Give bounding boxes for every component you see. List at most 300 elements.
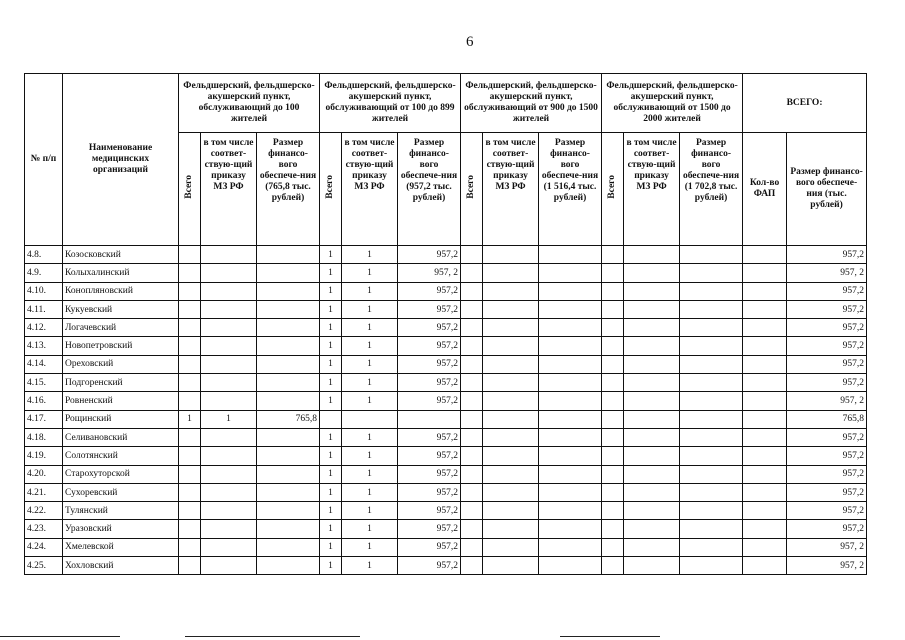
table-row	[25, 447, 867, 465]
table-row	[25, 355, 867, 373]
cell-g1-vsego	[179, 300, 201, 318]
cell-g4-size	[680, 264, 743, 282]
cell-g3-vsego	[461, 465, 483, 483]
total-size-header: Размер финансо-вого обеспече-ния (тыс. рублей)	[787, 133, 867, 246]
v-tom-header: в том числе соответ-ствую-щий приказу МЗ РФ	[342, 133, 398, 246]
cell-g1-vsego	[179, 538, 201, 556]
vsego-label: Всего	[607, 175, 618, 199]
cell-g1-size	[257, 392, 320, 410]
cell-g2-size: 957,2	[398, 428, 461, 446]
cell-name: Селивановский	[63, 428, 179, 446]
cell-g4-v-tom	[624, 520, 680, 538]
name-header: Наименование медицинских организаций	[63, 74, 179, 246]
cell-total-count	[743, 428, 787, 446]
cell-g1-v-tom	[201, 502, 257, 520]
cell-name: Рощинский	[63, 410, 179, 428]
cell-g4-v-tom	[624, 557, 680, 575]
cell-g4-vsego	[602, 319, 624, 337]
cell-g2-v-tom: 1	[342, 447, 398, 465]
cell-total-count	[743, 264, 787, 282]
cell-g3-vsego	[461, 502, 483, 520]
table-row	[25, 319, 867, 337]
cell-num: 4.24.	[25, 538, 63, 556]
size-header: Размер финансо-вого обеспече-ния (1 516,4 тыс. рублей)	[539, 133, 602, 246]
cell-g1-size	[257, 483, 320, 501]
vsego-header	[179, 133, 201, 246]
cell-total-count	[743, 246, 787, 264]
cell-name: Хмелевской	[63, 538, 179, 556]
cell-g1-vsego	[179, 557, 201, 575]
vsego-header	[320, 133, 342, 246]
cell-g2-vsego: 1	[320, 282, 342, 300]
cell-num: 4.18.	[25, 428, 63, 446]
cell-name: Хохловский	[63, 557, 179, 575]
cell-total-count	[743, 355, 787, 373]
cell-g1-v-tom	[201, 520, 257, 538]
cell-total-count	[743, 447, 787, 465]
cell-g3-size	[539, 483, 602, 501]
cell-g4-vsego	[602, 374, 624, 392]
cell-g4-size	[680, 355, 743, 373]
cell-total-count	[743, 483, 787, 501]
v-tom-header: в том числе соответ-ствую-щий приказу МЗ РФ	[201, 133, 257, 246]
cell-g1-vsego	[179, 392, 201, 410]
cell-name: Логачевский	[63, 319, 179, 337]
cell-g3-v-tom	[483, 355, 539, 373]
cell-g4-vsego	[602, 282, 624, 300]
total-count-header: Кол-во ФАП	[743, 133, 787, 246]
cell-g2-size: 957,2	[398, 557, 461, 575]
cell-g2-vsego: 1	[320, 538, 342, 556]
cell-g3-vsego	[461, 538, 483, 556]
cell-g3-size	[539, 355, 602, 373]
cell-g4-size	[680, 465, 743, 483]
cell-g1-v-tom	[201, 282, 257, 300]
table-row	[25, 428, 867, 446]
cell-num: 4.12.	[25, 319, 63, 337]
cell-g2-vsego: 1	[320, 465, 342, 483]
cell-name: Конопляновский	[63, 282, 179, 300]
cell-g2-v-tom: 1	[342, 520, 398, 538]
cell-num: 4.19.	[25, 447, 63, 465]
cell-g1-size	[257, 447, 320, 465]
cell-g4-size	[680, 520, 743, 538]
cell-g4-vsego	[602, 264, 624, 282]
cell-g3-size	[539, 392, 602, 410]
cell-g2-v-tom	[342, 410, 398, 428]
cell-g3-vsego	[461, 447, 483, 465]
table-body	[25, 246, 867, 575]
cell-g3-v-tom	[483, 465, 539, 483]
cell-g1-v-tom	[201, 447, 257, 465]
scan-edge-line	[0, 636, 120, 637]
cell-g2-size: 957,2	[398, 374, 461, 392]
size-header: Размер финансо-вого обеспече-ния (765,8 тыс. рублей)	[257, 133, 320, 246]
total-header: ВСЕГО:	[743, 74, 867, 133]
cell-g3-size	[539, 410, 602, 428]
cell-num: 4.15.	[25, 374, 63, 392]
cell-g1-vsego	[179, 374, 201, 392]
cell-g3-size	[539, 447, 602, 465]
cell-g4-size	[680, 538, 743, 556]
cell-g2-v-tom: 1	[342, 300, 398, 318]
cell-g3-v-tom	[483, 520, 539, 538]
cell-g3-vsego	[461, 355, 483, 373]
cell-total-size: 957,2	[787, 337, 867, 355]
cell-g2-size: 957,2	[398, 246, 461, 264]
cell-g1-vsego	[179, 282, 201, 300]
cell-name: Кукуевский	[63, 300, 179, 318]
cell-g3-vsego	[461, 337, 483, 355]
cell-g2-v-tom: 1	[342, 355, 398, 373]
cell-name: Колыхалинский	[63, 264, 179, 282]
cell-g3-v-tom	[483, 410, 539, 428]
cell-g1-vsego	[179, 355, 201, 373]
table-row	[25, 538, 867, 556]
cell-g2-size: 957,2	[398, 282, 461, 300]
cell-total-size: 957, 2	[787, 392, 867, 410]
cell-g3-v-tom	[483, 282, 539, 300]
cell-g3-v-tom	[483, 264, 539, 282]
cell-g1-size	[257, 502, 320, 520]
cell-total-size: 957, 2	[787, 557, 867, 575]
cell-g1-vsego: 1	[179, 410, 201, 428]
cell-total-size: 957,2	[787, 447, 867, 465]
cell-g2-vsego: 1	[320, 502, 342, 520]
cell-num: 4.16.	[25, 392, 63, 410]
cell-g1-size	[257, 465, 320, 483]
cell-g4-size	[680, 282, 743, 300]
cell-g4-size	[680, 374, 743, 392]
cell-name: Подгоренский	[63, 374, 179, 392]
cell-g4-v-tom	[624, 319, 680, 337]
cell-g4-vsego	[602, 483, 624, 501]
cell-g1-vsego	[179, 319, 201, 337]
cell-num: 4.17.	[25, 410, 63, 428]
cell-g4-v-tom	[624, 465, 680, 483]
cell-g1-v-tom	[201, 374, 257, 392]
cell-g3-v-tom	[483, 483, 539, 501]
table-row	[25, 282, 867, 300]
vsego-label: Всего	[184, 175, 194, 199]
table-row	[25, 465, 867, 483]
cell-total-count	[743, 502, 787, 520]
cell-g4-v-tom	[624, 502, 680, 520]
cell-g4-v-tom	[624, 410, 680, 428]
cell-g4-v-tom	[624, 538, 680, 556]
cell-g1-vsego	[179, 483, 201, 501]
cell-g4-v-tom	[624, 447, 680, 465]
cell-g1-size	[257, 428, 320, 446]
cell-g3-v-tom	[483, 557, 539, 575]
cell-g3-size	[539, 300, 602, 318]
cell-g3-size	[539, 520, 602, 538]
cell-g4-size	[680, 557, 743, 575]
page-number: 6	[466, 34, 474, 50]
cell-g4-size	[680, 246, 743, 264]
cell-g4-v-tom	[624, 483, 680, 501]
cell-g2-vsego: 1	[320, 557, 342, 575]
cell-g2-size: 957,2	[398, 538, 461, 556]
cell-name: Ореховский	[63, 355, 179, 373]
cell-g1-v-tom	[201, 319, 257, 337]
cell-g3-vsego	[461, 319, 483, 337]
num-header: № п/п	[25, 74, 63, 246]
cell-g2-v-tom: 1	[342, 392, 398, 410]
cell-g1-v-tom: 1	[201, 410, 257, 428]
cell-g1-size	[257, 264, 320, 282]
cell-g1-v-tom	[201, 465, 257, 483]
cell-g4-v-tom	[624, 355, 680, 373]
cell-g3-vsego	[461, 300, 483, 318]
cell-g4-size	[680, 319, 743, 337]
cell-g3-vsego	[461, 557, 483, 575]
cell-g3-v-tom	[483, 337, 539, 355]
cell-g3-v-tom	[483, 428, 539, 446]
cell-g3-vsego	[461, 410, 483, 428]
cell-g2-v-tom: 1	[342, 246, 398, 264]
cell-g1-size	[257, 282, 320, 300]
cell-total-size: 957,2	[787, 374, 867, 392]
cell-g4-v-tom	[624, 392, 680, 410]
cell-g4-v-tom	[624, 300, 680, 318]
cell-g2-size: 957,2	[398, 447, 461, 465]
cell-g4-size	[680, 447, 743, 465]
cell-g3-v-tom	[483, 392, 539, 410]
cell-g2-size	[398, 410, 461, 428]
v-tom-header: в том числе соответ-ствую-щий приказу МЗ РФ	[624, 133, 680, 246]
cell-total-count	[743, 465, 787, 483]
cell-g1-size	[257, 319, 320, 337]
cell-g1-vsego	[179, 520, 201, 538]
cell-g4-vsego	[602, 337, 624, 355]
cell-g2-v-tom: 1	[342, 264, 398, 282]
cell-g2-v-tom: 1	[342, 465, 398, 483]
cell-g2-v-tom: 1	[342, 282, 398, 300]
cell-total-size: 957,2	[787, 465, 867, 483]
cell-g3-vsego	[461, 428, 483, 446]
cell-g2-v-tom: 1	[342, 502, 398, 520]
cell-total-count	[743, 282, 787, 300]
cell-total-count	[743, 520, 787, 538]
cell-g3-vsego	[461, 282, 483, 300]
vsego-label: Всего	[466, 175, 477, 199]
cell-total-size: 957, 2	[787, 538, 867, 556]
group-header-2: Фельдшерский, фельдшерско-акушерский пункт, обслуживающий от 100 до 899 жителей	[320, 74, 461, 133]
size-header: Размер финансо-вого обеспече-ния (957,2 тыс. рублей)	[398, 133, 461, 246]
cell-g2-size: 957,2	[398, 337, 461, 355]
cell-g1-v-tom	[201, 428, 257, 446]
cell-g4-v-tom	[624, 264, 680, 282]
cell-name: Солотянский	[63, 447, 179, 465]
vsego-label: Всего	[325, 175, 335, 199]
cell-g1-vsego	[179, 447, 201, 465]
cell-g3-size	[539, 538, 602, 556]
size-header: Размер финансо-вого обеспече-ния (1 702,8 тыс. рублей)	[680, 133, 743, 246]
cell-g1-v-tom	[201, 337, 257, 355]
cell-g4-vsego	[602, 538, 624, 556]
cell-g4-vsego	[602, 520, 624, 538]
cell-g2-v-tom: 1	[342, 374, 398, 392]
cell-g4-v-tom	[624, 428, 680, 446]
cell-g4-size	[680, 428, 743, 446]
table-row	[25, 374, 867, 392]
cell-total-size: 957,2	[787, 300, 867, 318]
cell-g2-size: 957,2	[398, 465, 461, 483]
cell-num: 4.22.	[25, 502, 63, 520]
cell-g1-vsego	[179, 337, 201, 355]
cell-name: Новопетровский	[63, 337, 179, 355]
cell-g2-v-tom: 1	[342, 428, 398, 446]
cell-g2-v-tom: 1	[342, 483, 398, 501]
cell-g1-v-tom	[201, 300, 257, 318]
cell-g4-vsego	[602, 447, 624, 465]
cell-g3-vsego	[461, 392, 483, 410]
cell-g2-vsego	[320, 410, 342, 428]
table-row	[25, 264, 867, 282]
cell-g2-vsego: 1	[320, 520, 342, 538]
cell-g2-vsego: 1	[320, 447, 342, 465]
cell-g4-vsego	[602, 410, 624, 428]
cell-g2-size: 957,2	[398, 483, 461, 501]
cell-total-size: 957,2	[787, 282, 867, 300]
group-header-4: Фельдшерский, фельдшерско-акушерский пункт, обслуживающий от 1500 до 2000 жителей	[602, 74, 743, 133]
scan-edge-line	[560, 636, 660, 637]
cell-g3-size	[539, 428, 602, 446]
cell-total-size: 957,2	[787, 246, 867, 264]
cell-g2-vsego: 1	[320, 392, 342, 410]
cell-g4-v-tom	[624, 374, 680, 392]
cell-g2-size: 957,2	[398, 355, 461, 373]
vsego-header	[461, 133, 483, 246]
cell-g1-size	[257, 355, 320, 373]
cell-g2-vsego: 1	[320, 264, 342, 282]
cell-g1-size: 765,8	[257, 410, 320, 428]
table-row	[25, 502, 867, 520]
cell-total-size: 957,2	[787, 428, 867, 446]
cell-num: 4.14.	[25, 355, 63, 373]
cell-g2-vsego: 1	[320, 374, 342, 392]
cell-g3-v-tom	[483, 502, 539, 520]
cell-total-size: 765,8	[787, 410, 867, 428]
cell-g3-size	[539, 319, 602, 337]
cell-g4-vsego	[602, 355, 624, 373]
cell-g3-size	[539, 264, 602, 282]
cell-g1-vsego	[179, 465, 201, 483]
cell-g2-vsego: 1	[320, 355, 342, 373]
cell-g1-size	[257, 300, 320, 318]
cell-g2-vsego: 1	[320, 337, 342, 355]
cell-g4-size	[680, 410, 743, 428]
cell-name: Тулянский	[63, 502, 179, 520]
cell-total-count	[743, 337, 787, 355]
v-tom-header: в том числе соответ-ствую-щий приказу МЗ РФ	[483, 133, 539, 246]
cell-g1-v-tom	[201, 483, 257, 501]
cell-num: 4.25.	[25, 557, 63, 575]
cell-g3-v-tom	[483, 374, 539, 392]
cell-g3-size	[539, 557, 602, 575]
cell-g3-size	[539, 465, 602, 483]
cell-g1-vsego	[179, 502, 201, 520]
cell-total-count	[743, 319, 787, 337]
cell-g2-size: 957,2	[398, 300, 461, 318]
cell-g4-size	[680, 483, 743, 501]
cell-g1-size	[257, 374, 320, 392]
cell-g1-v-tom	[201, 246, 257, 264]
cell-g2-vsego: 1	[320, 246, 342, 264]
cell-name: Старохуторской	[63, 465, 179, 483]
vsego-header	[602, 133, 624, 246]
cell-g2-size: 957,2	[398, 392, 461, 410]
cell-g2-size: 957,2	[398, 502, 461, 520]
cell-g2-v-tom: 1	[342, 337, 398, 355]
table-row	[25, 246, 867, 264]
cell-g3-vsego	[461, 374, 483, 392]
cell-total-size: 957,2	[787, 502, 867, 520]
cell-num: 4.21.	[25, 483, 63, 501]
fap-table	[24, 73, 867, 575]
cell-g3-vsego	[461, 520, 483, 538]
cell-name: Сухоревский	[63, 483, 179, 501]
cell-g4-size	[680, 392, 743, 410]
cell-g4-vsego	[602, 428, 624, 446]
cell-name: Ровненский	[63, 392, 179, 410]
cell-g1-v-tom	[201, 538, 257, 556]
cell-g3-vsego	[461, 264, 483, 282]
cell-g2-v-tom: 1	[342, 557, 398, 575]
cell-g4-size	[680, 502, 743, 520]
cell-num: 4.11.	[25, 300, 63, 318]
cell-g2-size: 957, 2	[398, 264, 461, 282]
cell-g3-vsego	[461, 246, 483, 264]
cell-num: 4.9.	[25, 264, 63, 282]
cell-total-count	[743, 300, 787, 318]
cell-g1-size	[257, 337, 320, 355]
cell-g3-v-tom	[483, 246, 539, 264]
cell-g3-size	[539, 282, 602, 300]
cell-name: Уразовский	[63, 520, 179, 538]
cell-g4-vsego	[602, 465, 624, 483]
cell-g4-v-tom	[624, 246, 680, 264]
cell-g1-v-tom	[201, 264, 257, 282]
cell-g2-vsego: 1	[320, 483, 342, 501]
cell-g1-v-tom	[201, 355, 257, 373]
table-row	[25, 392, 867, 410]
cell-g3-v-tom	[483, 300, 539, 318]
cell-g1-vsego	[179, 264, 201, 282]
table-row	[25, 300, 867, 318]
cell-g2-v-tom: 1	[342, 538, 398, 556]
cell-g3-v-tom	[483, 447, 539, 465]
cell-total-count	[743, 374, 787, 392]
cell-total-count	[743, 410, 787, 428]
cell-g2-vsego: 1	[320, 428, 342, 446]
table-row	[25, 520, 867, 538]
cell-g3-size	[539, 337, 602, 355]
cell-g3-v-tom	[483, 319, 539, 337]
cell-g2-size: 957,2	[398, 520, 461, 538]
cell-g4-vsego	[602, 246, 624, 264]
cell-total-count	[743, 538, 787, 556]
cell-g3-size	[539, 246, 602, 264]
cell-g3-v-tom	[483, 538, 539, 556]
cell-total-size: 957,2	[787, 319, 867, 337]
cell-num: 4.10.	[25, 282, 63, 300]
table-row	[25, 557, 867, 575]
cell-g3-vsego	[461, 483, 483, 501]
cell-g1-vsego	[179, 246, 201, 264]
cell-g1-size	[257, 538, 320, 556]
